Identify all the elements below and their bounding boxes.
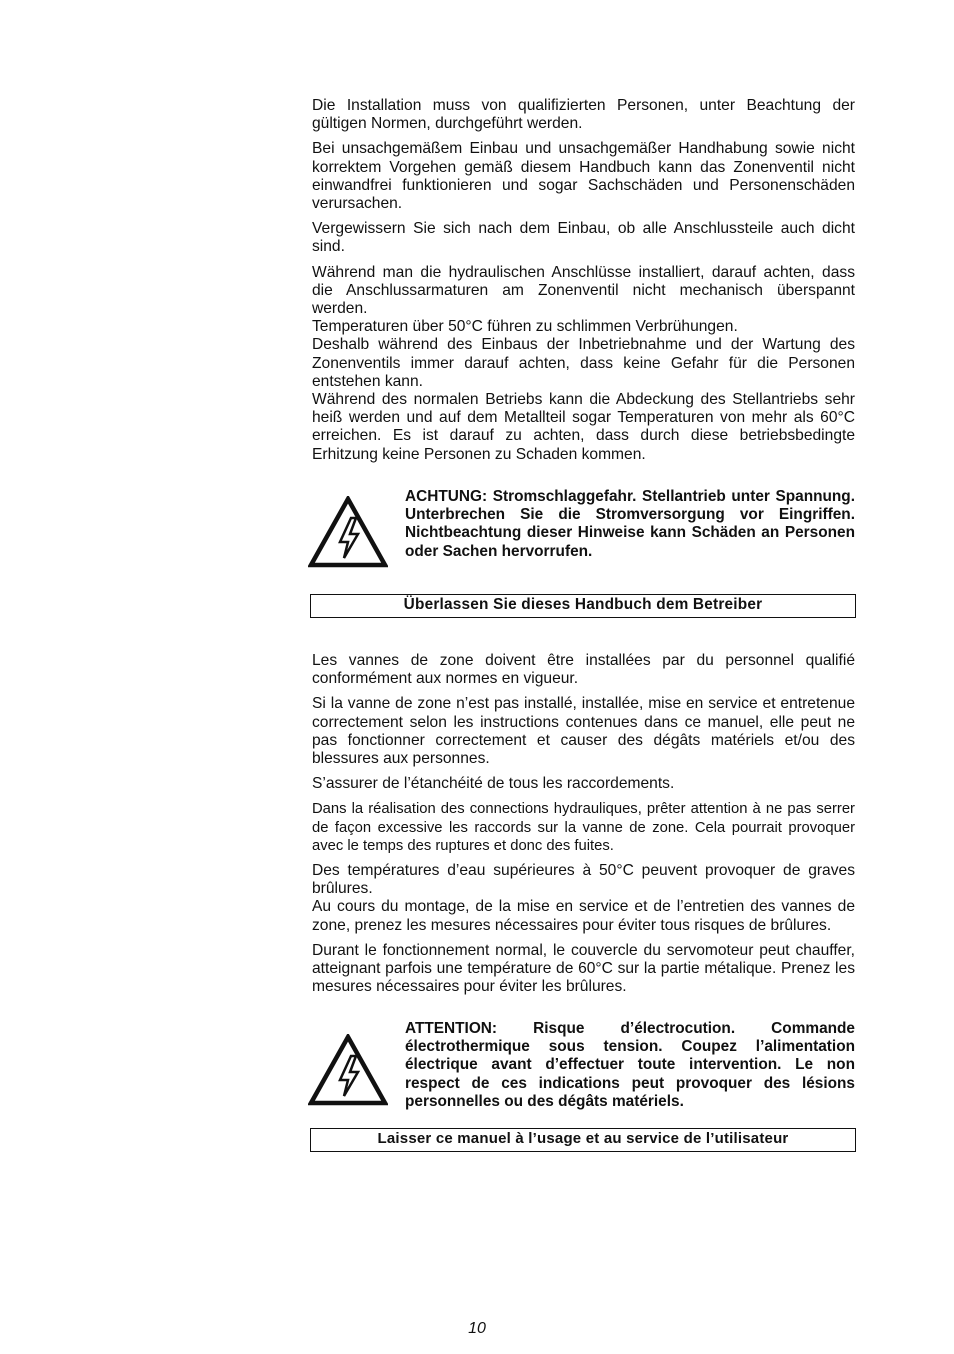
de-paragraph-6: Deshalb während des Einbaus der Inbetriebnahme und der Wartung des Zonenventils immer darauf achten, dass keine Gefahr für die Personen entstehen kann.: [312, 336, 855, 390]
de-paragraph-2: Bei unsachgemäßem Einbau und unsachgemäßer Handhabung sowie nicht korrektem Vorgehen gemäß diesem Handbuch kann das Zonenventil nicht einwandfrei funktionieren und sogar Sachschäden und Personenschäden verursachen.: [312, 140, 855, 213]
de-warning-block: [312, 488, 855, 580]
electrical-hazard-triangle-icon: [308, 496, 388, 568]
german-section: [312, 97, 855, 464]
de-paragraph-5: Temperaturen über 50°C führen zu schlimmen Verbrühungen.: [312, 318, 738, 336]
fr-warning-body: Risque d’électrocution. Commande électrothermique sous tension. Coupez l’alimentation électrique avant d’effectuer toute intervention. Le non respect de ces indications peut provoquer des lésions personnelles ou des dégâts matériels.: [405, 1020, 855, 1110]
fr-paragraph-4: Dans la réalisation des connections hydrauliques, prêter attention à ne pas serrer de façon excessive les raccords sur la vanne de zone. Cela pourrait provoquer avec le temps des ruptures et donc des fuites.: [312, 801, 855, 854]
fr-warning-label: ATTENTION:: [405, 1020, 498, 1037]
fr-paragraph-3: S’assurer de l’étanchéité de tous les raccordements.: [312, 775, 675, 793]
de-paragraph-4: Während man die hydraulischen Anschlüsse installiert, darauf achten, dass die Anschlussarmaturen am Zonenventil nicht mechanisch überspannt werden.: [312, 263, 855, 318]
fr-warning-block: [312, 1020, 855, 1112]
fr-paragraph-6: Au cours du montage, de la mise en service et de l’entretien des vannes de zone, prenez les mesures nécessaires pour éviter tous risques de brûlures.: [312, 898, 855, 934]
fr-paragraph-2: Si la vanne de zone n’est pas installé, installée, mise en service et entretenue correctement selon les instructions contenues dans ce manuel, elle peut ne pas fonctionner correctement et causer des dégâts matériels et/ou des blessures aux personnes.: [312, 695, 855, 768]
page-number: 10: [468, 1320, 486, 1337]
de-paragraph-7: Während des normalen Betriebs kann die Abdeckung des Stellantriebs sehr heiß werden und auf dem Metallteil sogar Temperaturen von mehr als 60°C erreichen. Es ist darauf zu achten, dass durch diese betriebsbedingte Erhitzung keine Personen zu Schaden kommen.: [312, 391, 855, 463]
french-section: [312, 652, 855, 996]
de-warning-text: [405, 488, 855, 561]
de-paragraph-1: Die Installation muss von qualifizierten Personen, unter Beachtung der gültigen Normen, durchgeführt werden.: [312, 97, 855, 133]
de-warning-body: Stromschlaggefahr. Stellantrieb unter Spannung. Unterbrechen Sie die Stromversorgung vor Eingriffen. Nichtbeachtung dieser Hinweise kann Schäden an Personen oder Sachen hervorrufen.: [405, 488, 855, 560]
de-box-note: Überlassen Sie dieses Handbuch dem Betreiber: [310, 594, 856, 618]
fr-paragraph-7: Durant le fonctionnement normal, le couvercle du servomoteur peut chauffer, atteignant parfois une température de 60°C sur la partie métalique. Prenez les mesures nécessaires pour éviter les brûlures.: [312, 941, 855, 996]
de-paragraph-3: Vergewissern Sie sich nach dem Einbau, ob alle Anschlussteile auch dicht sind.: [312, 220, 855, 256]
fr-paragraph-1: Les vannes de zone doivent être installées par du personnel qualifié conformément aux normes en vigueur.: [312, 652, 855, 688]
de-warning-label: ACHTUNG:: [405, 488, 488, 505]
fr-warning-text: [405, 1020, 855, 1111]
fr-paragraph-5: Des températures d’eau supérieures à 50°C peuvent provoquer de graves brûlures.: [312, 862, 855, 898]
fr-box-note: Laisser ce manuel à l’usage et au service de l’utilisateur: [310, 1128, 856, 1152]
electrical-hazard-triangle-icon: [308, 1034, 388, 1106]
